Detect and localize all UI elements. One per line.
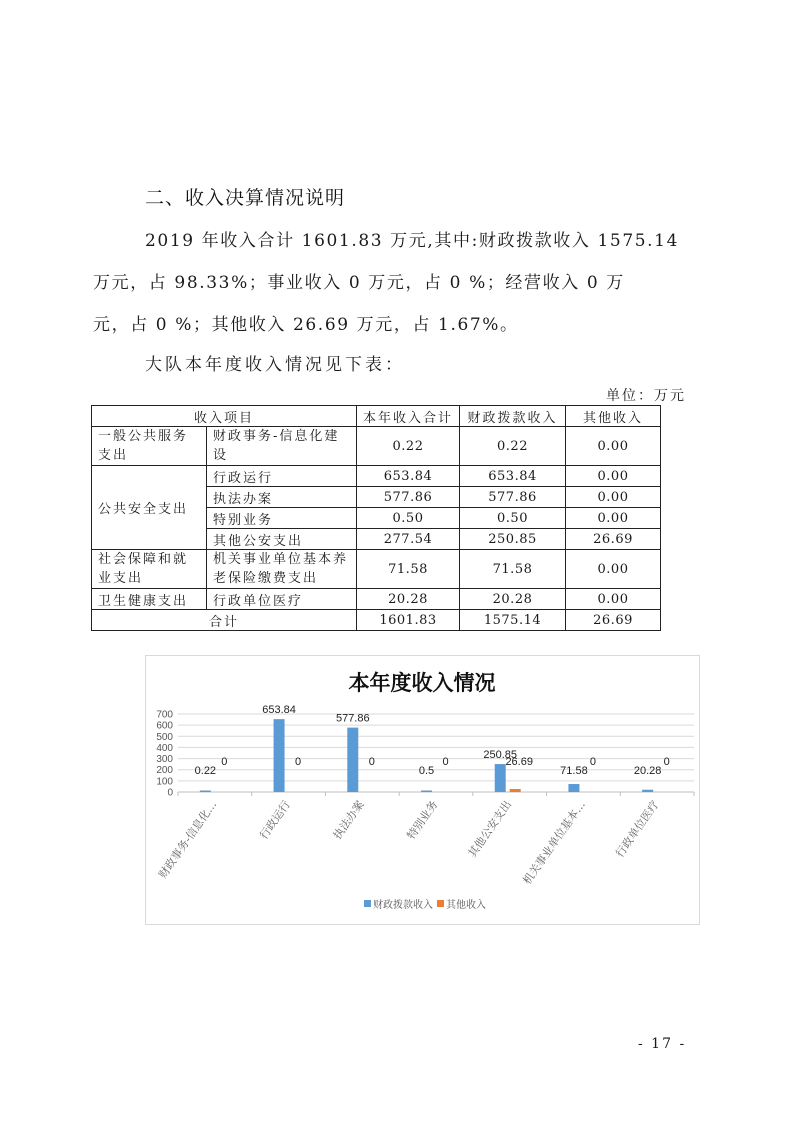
other-cell: 0.00 — [566, 589, 661, 610]
y-tick-label: 0 — [167, 787, 173, 799]
table-row — [92, 466, 661, 487]
total-cell: 71.58 — [357, 550, 460, 589]
data-label: 0 — [221, 756, 228, 768]
bar-fiscal — [274, 719, 285, 792]
bar-fiscal — [642, 790, 653, 792]
fiscal-cell: 0.50 — [460, 508, 566, 529]
unit-label: 单位：万元 — [606, 388, 686, 404]
other-cell: 26.69 — [566, 529, 661, 550]
x-category-label: 行政单位医疗 — [613, 798, 662, 860]
header-cell: 其他收入 — [566, 406, 661, 427]
data-label: 0 — [589, 756, 596, 768]
table-header-row — [92, 406, 661, 427]
x-category-label: 特别业务 — [404, 798, 441, 842]
bar-fiscal — [347, 728, 358, 792]
table-row — [92, 550, 661, 589]
legend-swatch — [437, 900, 444, 907]
legend-label: 财政拨款收入 — [373, 900, 433, 911]
other-cell: 0.00 — [566, 427, 661, 466]
paragraph-line: 2019 年收入合计 1601.83 万元,其中:财政拨款收入 1575.14 — [145, 231, 680, 251]
total-cell: 1601.83 — [357, 610, 460, 631]
item-cell: 其他公安支出 — [207, 529, 357, 550]
table-row — [92, 589, 661, 610]
category-cell: 一般公共服务支出 — [92, 427, 207, 466]
item-cell: 特别业务 — [207, 508, 357, 529]
bar-fiscal — [495, 764, 506, 792]
x-category-label: 行政运行 — [257, 798, 294, 842]
fiscal-cell: 1575.14 — [460, 610, 566, 631]
total-cell: 20.28 — [357, 589, 460, 610]
y-tick-label: 200 — [156, 765, 173, 777]
bar-other — [510, 789, 521, 792]
chart-title: 本年度收入情况 — [348, 671, 496, 695]
fiscal-cell: 71.58 — [460, 550, 566, 589]
data-label: 71.58 — [560, 765, 588, 777]
y-tick-label: 500 — [156, 731, 173, 743]
y-tick-label: 600 — [156, 720, 173, 732]
x-category-label: 机关事业单位基本… — [520, 798, 588, 887]
data-label: 0 — [663, 756, 670, 768]
bar-fiscal — [421, 791, 432, 793]
bar-fiscal — [200, 791, 211, 793]
data-label: 26.69 — [505, 756, 533, 768]
fiscal-cell: 577.86 — [460, 487, 566, 508]
item-cell: 行政单位医疗 — [207, 589, 357, 610]
item-cell: 机关事业单位基本养老保险缴费支出 — [207, 550, 357, 589]
page-number: - 17 - — [638, 1036, 687, 1052]
header-cell: 财政拨款收入 — [460, 406, 566, 427]
fiscal-cell: 653.84 — [460, 466, 566, 487]
total-label-cell: 合计 — [92, 610, 357, 631]
data-label: 0 — [295, 756, 302, 768]
income-summary-paragraph — [93, 220, 693, 346]
y-tick-label: 100 — [156, 776, 173, 788]
data-label: 0.22 — [194, 765, 217, 777]
total-cell: 0.50 — [357, 508, 460, 529]
total-cell: 577.86 — [357, 487, 460, 508]
other-cell: 0.00 — [566, 466, 661, 487]
category-cell: 卫生健康支出 — [92, 589, 207, 610]
x-category-label: 执法办案 — [330, 798, 367, 842]
legend-swatch — [364, 900, 371, 907]
data-label: 20.28 — [633, 765, 662, 777]
total-cell: 0.22 — [357, 427, 460, 466]
item-cell: 财政事务-信息化建设 — [207, 427, 357, 466]
other-cell: 0.00 — [566, 508, 661, 529]
table-total-row — [92, 610, 661, 631]
chart-canvas — [146, 656, 699, 924]
legend-label: 其他收入 — [446, 900, 486, 911]
income-table — [91, 405, 661, 631]
fiscal-cell: 0.22 — [460, 427, 566, 466]
y-tick-label: 300 — [156, 754, 173, 766]
data-label: 0 — [368, 756, 375, 768]
y-tick-label: 400 — [156, 742, 173, 754]
header-cell: 本年收入合计 — [357, 406, 460, 427]
table-intro: 大队本年度收入情况见下表： — [145, 355, 405, 375]
data-label: 0 — [442, 756, 449, 768]
bar-fiscal — [568, 784, 579, 792]
table-row — [92, 427, 661, 466]
income-chart — [145, 655, 700, 925]
paragraph-line: 万元，占 98.33%；事业收入 0 万元，占 0 %；经营收入 0 万 — [93, 273, 625, 293]
item-cell: 执法办案 — [207, 487, 357, 508]
other-cell: 26.69 — [566, 610, 661, 631]
item-cell: 行政运行 — [207, 466, 357, 487]
header-cell: 收入项目 — [92, 406, 357, 427]
total-cell: 277.54 — [357, 529, 460, 550]
other-cell: 0.00 — [566, 487, 661, 508]
other-cell: 0.00 — [566, 550, 661, 589]
category-cell: 公共安全支出 — [92, 466, 207, 550]
data-label: 577.86 — [335, 712, 370, 725]
category-cell: 社会保障和就业支出 — [92, 550, 207, 589]
paragraph-line: 元，占 0 %；其他收入 26.69 万元，占 1.67%。 — [93, 315, 519, 335]
fiscal-cell: 20.28 — [460, 589, 566, 610]
data-label: 0.5 — [418, 765, 435, 777]
x-category-label: 财政事务-信息化… — [156, 798, 220, 881]
fiscal-cell: 250.85 — [460, 529, 566, 550]
total-cell: 653.84 — [357, 466, 460, 487]
data-label: 653.84 — [262, 704, 296, 717]
y-tick-label: 700 — [156, 709, 173, 721]
section-heading: 二、收入决算情况说明 — [145, 187, 346, 209]
data-label: 250.85 — [483, 749, 518, 762]
x-category-label: 其他公安支出 — [465, 798, 515, 860]
